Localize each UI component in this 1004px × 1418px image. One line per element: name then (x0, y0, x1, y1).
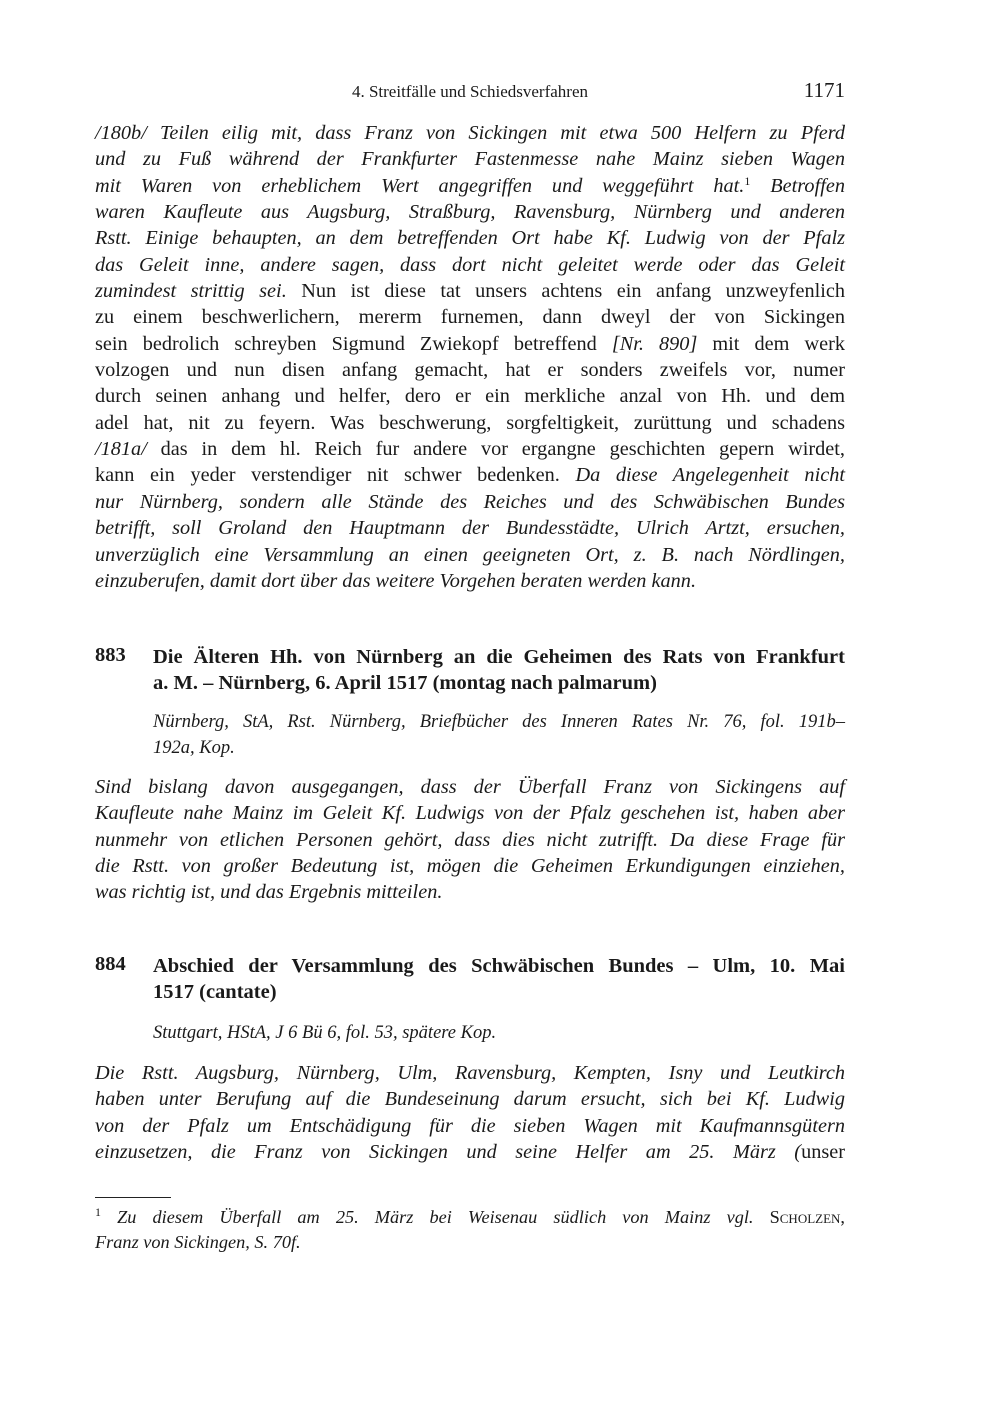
text-line (95, 120, 845, 146)
text-line (95, 173, 845, 199)
text-segment: mit dem werk (697, 332, 845, 355)
text-line (95, 489, 845, 515)
text-segment: volzogen und nun disen anfang gemacht, hat er sonders zweifels vor, numer (95, 359, 845, 382)
entry-883-source (153, 709, 845, 761)
text-line (95, 800, 845, 826)
chapter-title: 4. Streitfälle und Schiedsverfahren (351, 82, 589, 101)
entry-title-line: 1517 (cantate) (153, 981, 277, 1004)
text-segment: kann ein yeder verstendiger nit schwer bedenken. (95, 464, 576, 487)
footnote-1 (95, 1205, 845, 1254)
text-segment: /181a/ (95, 438, 147, 461)
text-line (95, 225, 845, 251)
text-segment: von der Pfalz um Entschädigung für die sieben Wagen mit Kaufmannsgütern (95, 1114, 845, 1137)
text-segment: waren Kaufleute aus Augsburg, Straßburg, Ravensburg, Nürnberg und anderen (95, 201, 845, 224)
text-line (95, 199, 845, 225)
text-line (95, 462, 845, 488)
text-segment: einzusetzen, die Franz von Sickingen und seine Helfer am 25. März ( (95, 1141, 802, 1164)
text-segment: Die Rstt. Augsburg, Nürnberg, Ulm, Ravensburg, Kempten, Isny und Leutkirch (95, 1062, 845, 1084)
running-head (95, 80, 845, 106)
text-segment: das Geleit inne, andere sagen, dass dort nicht geleitet werde oder das Geleit (95, 253, 845, 276)
text-line (95, 410, 845, 436)
text-line (95, 357, 845, 383)
text-segment: zu einem beschwerlichern, mererm furnemen, dann dweyl der von Sickingen (95, 306, 845, 329)
entry-883-heading (95, 644, 845, 698)
text-segment: mit Waren von erheblichem Wert angegriffen und weggeführt hat. (95, 174, 745, 197)
text-line (95, 146, 845, 172)
text-segment: Zu diesem Überfall am 25. März bei Weisenau südlich von Mainz vgl. (101, 1207, 770, 1227)
text-segment: was richtig ist, und das Ergebnis mitteilen. (95, 881, 443, 904)
text-segment: Franz von Sickingen, S. 70f. (95, 1231, 301, 1252)
text-segment: Rstt. Einige behaupten, an dem betreffenden Ort habe Kf. Ludwig von der Pfalz (95, 227, 845, 250)
text-segment: 192a, Kop. (153, 738, 235, 758)
text-line (95, 383, 845, 409)
entry-title-line: Die Älteren Hh. von Nürnberg an die Geheimen des Rats von Frankfurt (153, 646, 845, 668)
entry-884-summary (95, 1060, 845, 1165)
text-segment: Nürnberg, StA, Rst. Nürnberg, Briefbücher des Inneren Rates Nr. 76, fol. 191b– (153, 712, 845, 732)
text-segment: /180b/ Teilen eilig mit, dass Franz von Sickingen mit etwa 500 Helfern zu Pferd (95, 122, 845, 144)
text-segment: Betroffen (750, 174, 845, 197)
page-number: 1171 (803, 78, 845, 102)
text-segment: , (840, 1207, 845, 1227)
text-line (95, 1113, 845, 1139)
text-line (153, 1020, 845, 1046)
text-line (95, 827, 845, 853)
text-line (95, 515, 845, 541)
text-segment: [Nr. 890] (611, 332, 698, 355)
text-line (95, 853, 845, 879)
text-line (95, 304, 845, 330)
text-segment: zumindest strittig sei. (95, 280, 287, 303)
text-line (95, 1230, 845, 1255)
text-segment: das in dem hl. Reich fur andere vor ergangne geschichten gepern wirdet, (146, 438, 845, 461)
text-segment: unser (801, 1141, 845, 1164)
entry-884-heading (95, 953, 845, 1007)
text-segment: Nun ist diese tat unsers achtens ein anfang unzweyfenlich (286, 280, 845, 303)
text-segment: unverzüglich eine Versammlung an einen geeigneten Ort, z. B. nach Nördlingen, (95, 543, 845, 566)
entry-title-line: Abschied der Versammlung des Schwäbischen Bundes – Ulm, 10. Mai (153, 955, 845, 977)
text-segment: die Rstt. von großer Bedeutung ist, mögen die Geheimen Erkundigungen einziehen, (95, 855, 845, 878)
text-segment: Scholzen (769, 1207, 841, 1227)
entry-884-source (153, 1020, 845, 1046)
entry-number: 883 (95, 644, 126, 666)
text-line (95, 331, 845, 357)
text-segment: Stuttgart, HStA, J 6 Bü 6, fol. 53, spätere Kop. (153, 1023, 497, 1043)
text-line (153, 735, 845, 761)
text-line (95, 252, 845, 278)
text-line (95, 774, 845, 800)
entry-number: 884 (95, 953, 126, 975)
text-segment: nur Nürnberg, sondern alle Stände des Reiches und des Schwäbischen Bundes (95, 490, 845, 513)
text-line (153, 709, 845, 735)
text-line (95, 1139, 845, 1165)
text-line (95, 542, 845, 568)
text-line (95, 1205, 845, 1230)
text-segment: Kaufleute nahe Mainz im Geleit Kf. Ludwigs von der Pfalz geschehen ist, haben aber (95, 802, 845, 825)
text-segment: nunmehr von etlichen Personen gehört, dass dies nicht zutrifft. Da diese Frage für (95, 828, 845, 851)
text-line (95, 568, 845, 594)
text-segment: Da diese Angelegenheit nicht (575, 464, 845, 487)
entry-883-summary (95, 774, 845, 906)
paragraph-882-continued (95, 120, 845, 594)
text-segment: Sind bislang davon ausgegangen, dass der Überfall Franz von Sickingens auf (95, 776, 845, 798)
text-segment: durch seinen anhang und helfer, dero er ein merkliche anzal von Hh. und dem (95, 385, 845, 408)
footnote-marker: 1 (744, 173, 751, 188)
text-segment: adel hat, nit zu feyern. Was beschwerung, sorgfeltigkeit, zurüttung und schadens (95, 411, 845, 434)
text-line (95, 1060, 845, 1086)
text-line (95, 278, 845, 304)
text-segment: sein bedrolich schreyben Sigmund Zwiekopf betreffend (95, 332, 612, 355)
text-line (95, 879, 845, 905)
footnote-marker: 1 (95, 1205, 101, 1219)
text-segment: betrifft, soll Groland den Hauptmann der Bundesstädte, Ulrich Artzt, ersuchen, (95, 517, 845, 540)
text-line (95, 436, 845, 462)
entry-title-line: a. M. – Nürnberg, 6. April 1517 (montag nach palmarum) (153, 672, 657, 695)
text-segment: einzuberufen, damit dort über das weitere Vorgehen beraten werden kann. (95, 569, 697, 592)
text-segment: und zu Fuß während der Frankfurter Fastenmesse nahe Mainz sieben Wagen (95, 148, 845, 171)
text-line (95, 1086, 845, 1112)
footnote-rule (95, 1197, 171, 1198)
text-segment: haben unter Berufung auf die Bundeseinung darum ersucht, sich bei Kf. Ludwig (95, 1088, 845, 1111)
